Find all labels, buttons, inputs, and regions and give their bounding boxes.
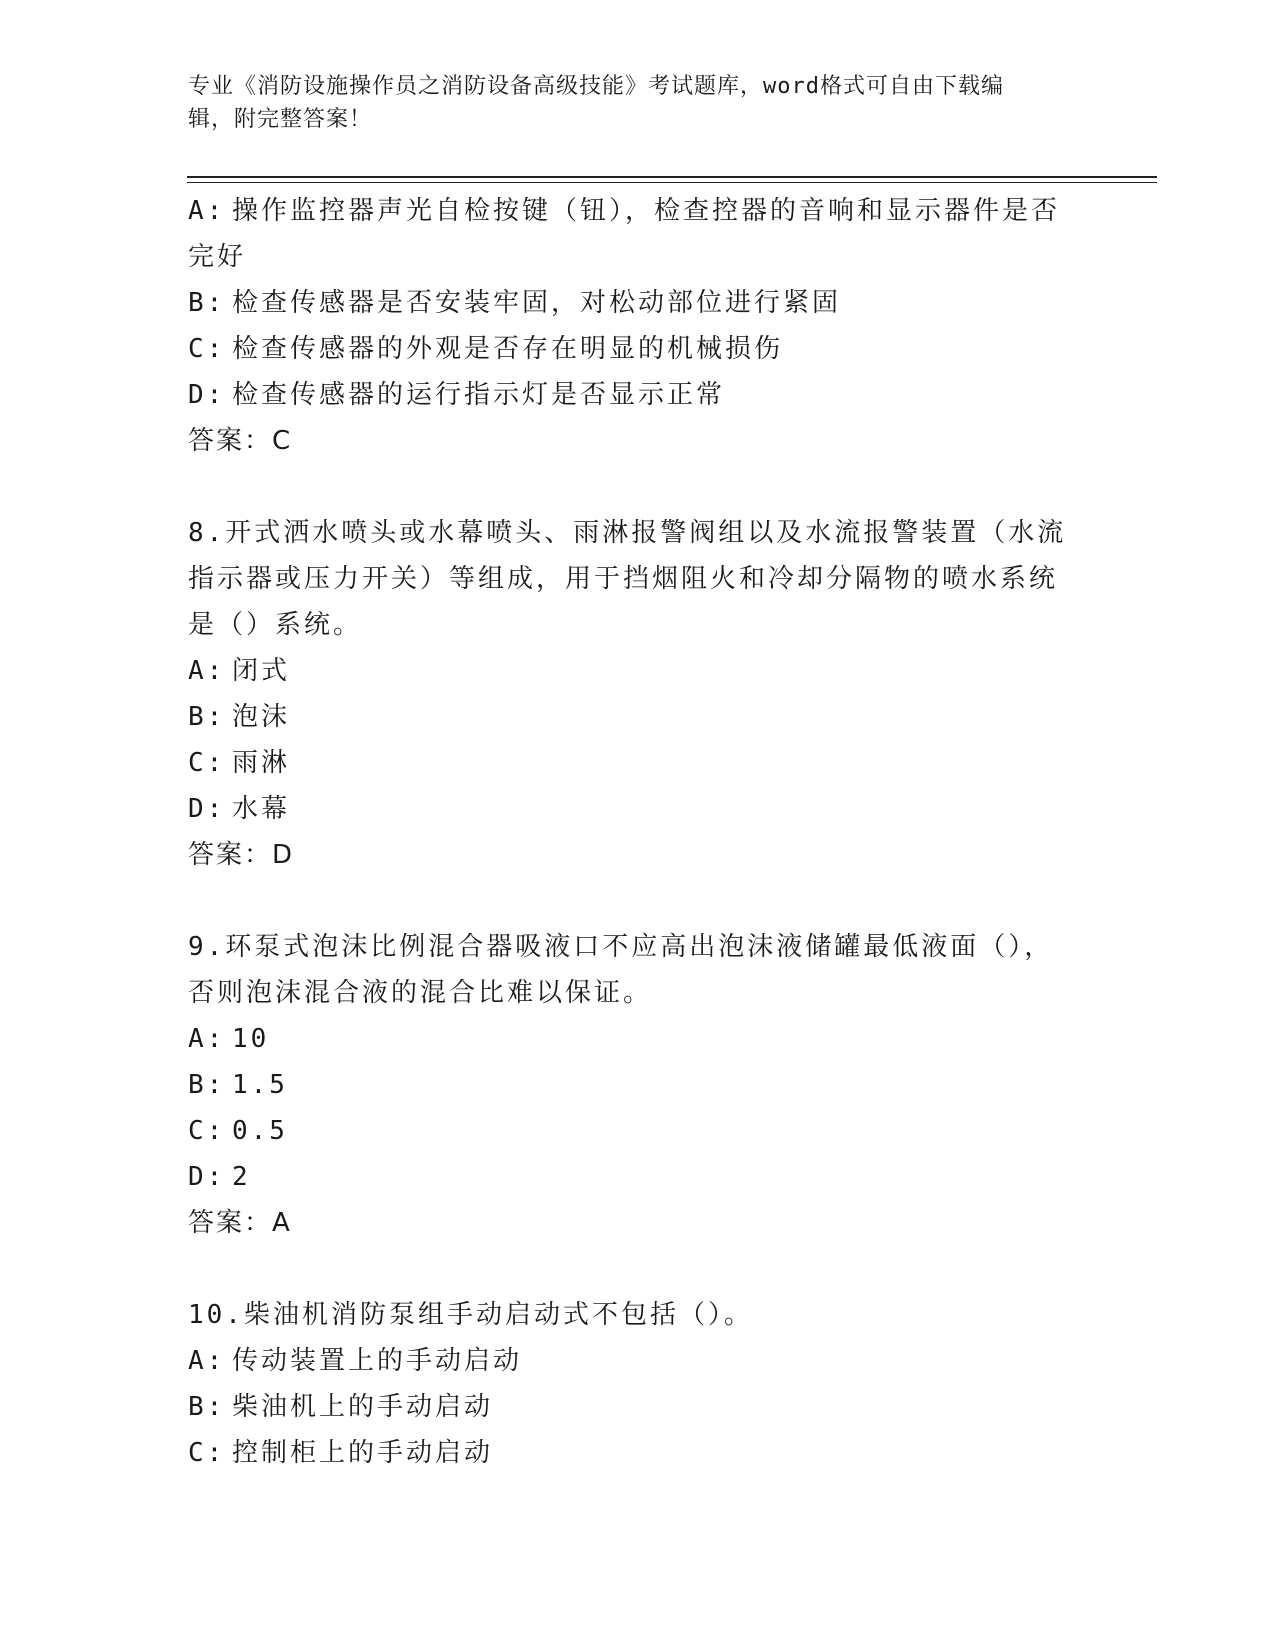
question-text-line: 否则泡沫混合液的混合比难以保证。 — [188, 978, 653, 1008]
header-divider-thin — [187, 182, 1157, 183]
header-line-1: 专业《消防设施操作员之消防设备高级技能》考试题库，word格式可自由下载编 — [188, 74, 1004, 99]
option-c — [188, 740, 1068, 786]
header-divider-thick — [187, 176, 1157, 178]
option-d — [188, 786, 1068, 832]
option-text: 操作监控器声光自检按键（钮），检查控器的音响和显示器件是否 — [232, 196, 1061, 226]
option-text: 0.5 — [232, 1116, 288, 1146]
document-header — [188, 70, 1088, 136]
option-key: B: — [188, 288, 226, 318]
option-text: 2 — [232, 1162, 251, 1192]
option-b — [188, 694, 1068, 740]
question-text-line: 9.环泵式泡沫比例混合器吸液口不应高出泡沫液储罐最低液面（）， — [188, 932, 1054, 962]
question-content — [188, 188, 1068, 1476]
option-key: A: — [188, 1346, 226, 1376]
option-text: 泡沫 — [232, 702, 291, 732]
option-key: A: — [188, 196, 226, 226]
option-a — [188, 1016, 1068, 1062]
option-key: A: — [188, 1024, 226, 1054]
answer-line: 答案：D — [188, 840, 295, 870]
option-b — [188, 280, 1068, 326]
option-text: 闭式 — [232, 656, 291, 686]
question-9 — [188, 924, 1068, 1246]
option-a — [188, 188, 1068, 234]
option-key: B: — [188, 1392, 226, 1422]
option-c — [188, 1108, 1068, 1154]
spacer — [188, 464, 1068, 510]
option-c — [188, 1430, 1068, 1476]
prev-question — [188, 188, 1068, 464]
header-line-2: 辑，附完整答案！ — [188, 107, 373, 132]
question-text-line: 是（）系统。 — [188, 610, 363, 640]
option-b — [188, 1384, 1068, 1430]
option-key: A: — [188, 656, 226, 686]
answer-line: 答案：A — [188, 1208, 292, 1238]
question-text-line: 8.开式洒水喷头或水幕喷头、雨淋报警阀组以及水流报警装置（水流 — [188, 518, 1067, 548]
option-text: 传动装置上的手动启动 — [232, 1346, 523, 1376]
spacer — [188, 1246, 1068, 1292]
question-text-line: 指示器或压力开关）等组成，用于挡烟阻火和冷却分隔物的喷水系统 — [188, 564, 1059, 594]
question-8 — [188, 510, 1068, 878]
option-b — [188, 1062, 1068, 1108]
option-a — [188, 1338, 1068, 1384]
option-key: C: — [188, 748, 226, 778]
option-a — [188, 648, 1068, 694]
answer-line: 答案：C — [188, 426, 293, 456]
option-key: D: — [188, 1162, 226, 1192]
question-10 — [188, 1292, 1068, 1476]
option-key: C: — [188, 1438, 226, 1468]
option-key: B: — [188, 1070, 226, 1100]
option-text: 检查传感器的运行指示灯是否显示正常 — [232, 380, 726, 410]
option-d — [188, 372, 1068, 418]
option-text: 水幕 — [232, 794, 291, 824]
spacer — [188, 878, 1068, 924]
option-text: 柴油机上的手动启动 — [232, 1392, 494, 1422]
option-text: 1.5 — [232, 1070, 288, 1100]
option-key: B: — [188, 702, 226, 732]
option-d — [188, 1154, 1068, 1200]
question-text-line: 10.柴油机消防泵组手动启动式不包括（）。 — [188, 1300, 753, 1330]
option-key: C: — [188, 334, 226, 364]
option-text: 10 — [232, 1024, 270, 1054]
option-key: D: — [188, 380, 226, 410]
option-text: 检查传感器的外观是否存在明显的机械损伤 — [232, 334, 784, 364]
option-key: C: — [188, 1116, 226, 1146]
option-c — [188, 326, 1068, 372]
option-text: 检查传感器是否安装牢固，对松动部位进行紧固 — [232, 288, 842, 318]
option-key: D: — [188, 794, 226, 824]
option-text: 雨淋 — [232, 748, 291, 778]
option-a-continued: 完好 — [188, 242, 247, 272]
option-text: 控制柜上的手动启动 — [232, 1438, 494, 1468]
